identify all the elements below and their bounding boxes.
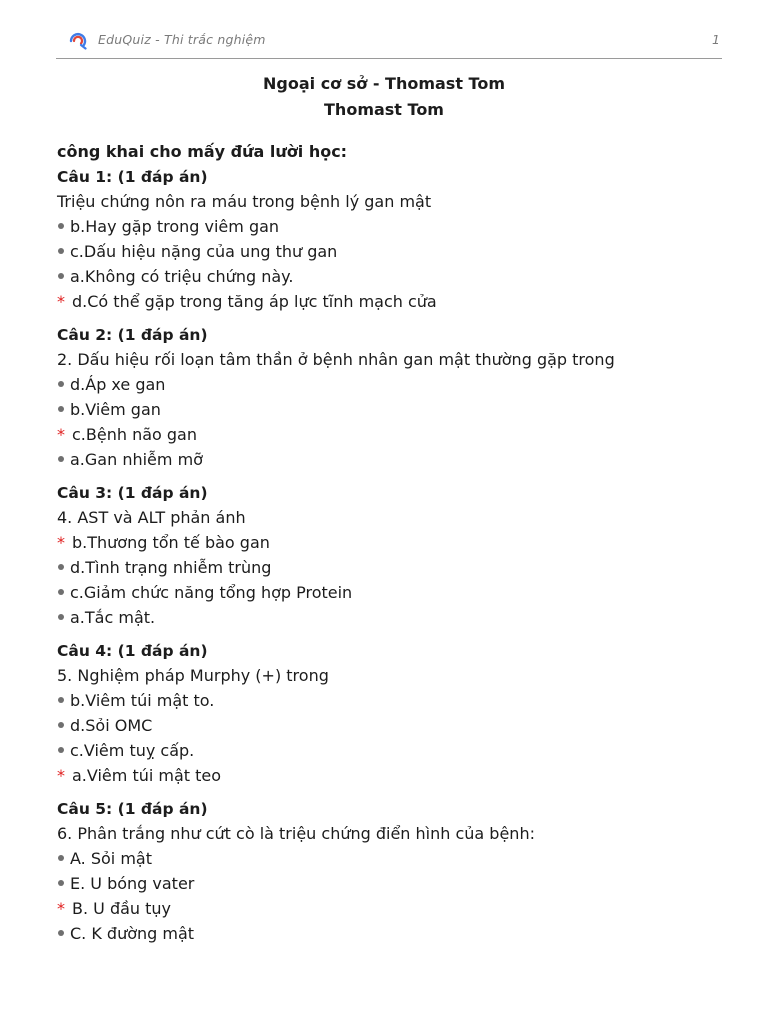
answer-option [57, 924, 707, 949]
bullet-icon [58, 697, 64, 703]
brand-name: EduQuiz - Thi trắc nghiệm [98, 32, 266, 47]
correct-answer-star-icon: * [57, 292, 65, 311]
question-2 [57, 325, 707, 475]
answer-option [57, 608, 707, 633]
answer-option [57, 450, 707, 475]
question-text: 6. Phân trắng như cứt cò là triệu chứng điển hình của bệnh: [57, 824, 535, 843]
bullet-icon [58, 855, 64, 861]
quiz-description: công khai cho mấy đứa lười học: [57, 142, 348, 161]
question-text: 2. Dấu hiệu rối loạn tâm thần ở bệnh nhân gan mật thường gặp trong [57, 350, 615, 369]
option-label: d.Có thể gặp trong tăng áp lực tĩnh mạch cửa [72, 292, 437, 311]
bullet-icon [58, 747, 64, 753]
option-label: c.Dấu hiệu nặng của ung thư gan [70, 242, 338, 261]
bullet-icon [58, 880, 64, 886]
answer-option [57, 874, 707, 899]
bullet-icon [58, 614, 64, 620]
bullet-icon [58, 589, 64, 595]
option-label: c.Bệnh não gan [72, 425, 197, 444]
bullet-icon [58, 273, 64, 279]
option-label: a.Gan nhiễm mỡ [70, 450, 203, 469]
option-label: b.Thương tổn tế bào gan [72, 533, 270, 552]
option-label: a.Không có triệu chứng này. [70, 267, 294, 286]
answer-option [57, 558, 707, 583]
option-label: a.Tắc mật. [70, 608, 156, 627]
bullet-icon [58, 223, 64, 229]
question-heading: Câu 2: (1 đáp án) [57, 326, 208, 344]
question-heading: Câu 3: (1 đáp án) [57, 484, 208, 502]
answer-option-correct [57, 899, 707, 924]
answer-option [57, 849, 707, 874]
option-label: A. Sỏi mật [70, 849, 152, 868]
question-text: 5. Nghiệm pháp Murphy (+) trong [57, 666, 329, 685]
bullet-icon [58, 406, 64, 412]
bullet-icon [58, 456, 64, 462]
answer-option [57, 741, 707, 766]
option-label: b.Hay gặp trong viêm gan [70, 217, 280, 236]
question-4 [57, 641, 707, 791]
answer-option [57, 716, 707, 741]
option-label: c.Viêm tuỵ cấp. [70, 741, 195, 760]
answer-option [57, 375, 707, 400]
question-5 [57, 799, 707, 949]
answer-option [57, 267, 707, 292]
option-label: b.Viêm túi mật to. [70, 691, 215, 710]
answer-option [57, 242, 707, 267]
option-label: d.Sỏi OMC [70, 716, 153, 735]
question-heading: Câu 4: (1 đáp án) [57, 642, 208, 660]
answer-option [57, 217, 707, 242]
option-label: d.Áp xe gan [70, 375, 166, 394]
correct-answer-star-icon: * [57, 899, 65, 918]
question-heading: Câu 5: (1 đáp án) [57, 800, 208, 818]
option-label: B. U đầu tụy [72, 899, 172, 918]
option-label: E. U bóng vater [70, 874, 195, 893]
document-subtitle: Thomast Tom [324, 100, 444, 119]
page-number: 1 [712, 32, 720, 47]
option-label: b.Viêm gan [70, 400, 161, 419]
answer-option-correct [57, 292, 707, 317]
question-heading: Câu 1: (1 đáp án) [57, 168, 208, 186]
bullet-icon [58, 930, 64, 936]
question-3 [57, 483, 707, 633]
option-label: C. K đường mật [70, 924, 195, 943]
answer-option-correct [57, 533, 707, 558]
answer-option-correct [57, 766, 707, 791]
answer-option [57, 691, 707, 716]
correct-answer-star-icon: * [57, 766, 65, 785]
correct-answer-star-icon: * [57, 533, 65, 552]
eduquiz-logo-icon [68, 32, 88, 50]
document-title: Ngoại cơ sở - Thomast Tom [263, 74, 505, 93]
answer-option-correct [57, 425, 707, 450]
question-text: Triệu chứng nôn ra máu trong bệnh lý gan mật [57, 192, 432, 211]
question-1 [57, 167, 707, 317]
answer-option [57, 400, 707, 425]
bullet-icon [58, 248, 64, 254]
quiz-content [57, 142, 707, 957]
bullet-icon [58, 564, 64, 570]
option-label: a.Viêm túi mật teo [72, 766, 222, 785]
question-text: 4. AST và ALT phản ánh [57, 508, 246, 527]
option-label: d.Tình trạng nhiễm trùng [70, 558, 272, 577]
bullet-icon [58, 722, 64, 728]
option-label: c.Giảm chức năng tổng hợp Protein [70, 583, 353, 602]
page-header [56, 24, 722, 59]
bullet-icon [58, 381, 64, 387]
question-list [57, 167, 707, 949]
answer-option [57, 583, 707, 608]
correct-answer-star-icon: * [57, 425, 65, 444]
